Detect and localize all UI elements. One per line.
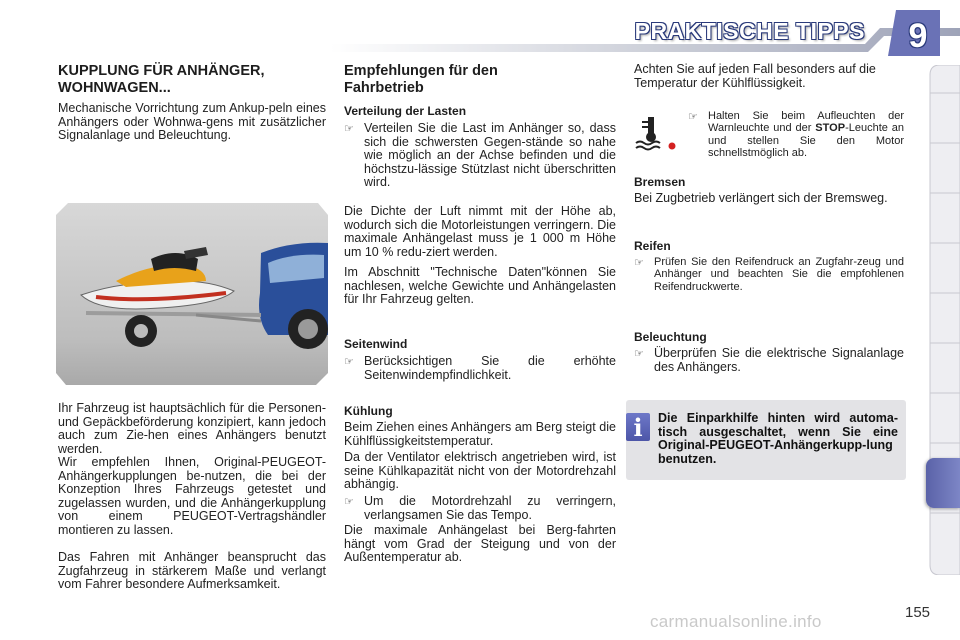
hand-pointer-icon: ☞: [344, 123, 354, 135]
page-title: PRAKTISCHE TIPPS: [634, 18, 865, 44]
warning-note: ☞ Halten Sie beim Aufleuchten der Warnleuchte und der STOP-Leuchte an und stellen Sie den Motor schnellstmöglich ab.: [688, 110, 905, 160]
section-heading: Empfehlungen für den Fahrbetrieb: [344, 63, 498, 96]
hand-pointer-icon: ☞: [344, 496, 354, 508]
chapter-number-badge: 9: [908, 16, 928, 55]
subsection-title: Seitenwind: [344, 337, 408, 351]
watermark: carmanualsonline.info: [650, 612, 822, 631]
subsection-title: Beleuchtung: [634, 330, 707, 344]
bullet-item: ☞ Um die Motordrehzahl zu verringern, verlangsamen Sie das Tempo.: [344, 494, 616, 522]
info-text: Die Einparkhilfe hinten wird automa-tisch ausgeschaltet, wenn Sie eine Original-PEUGEOT-Anhängerkupp-lung benutzen.: [658, 411, 898, 466]
bullet-item: ☞ Berücksichtigen Sie die erhöhte Seitenwindempfindlichkeit.: [344, 354, 616, 382]
body-paragraph: Wir empfehlen Ihnen, Original-PEUGEOT-Anhängerkupplungen be-nutzen, die bei der Konzeption Ihres Fahrzeugs getestet und zugelassen wurden, und die Anhängerkupplung von einem PEUGEOT-Vertragshändler montieren zu lassen.: [58, 455, 326, 537]
body-paragraph: Die maximale Anhängelast bei Berg-fahrten hängt vom Grad der Steigung und von der Außentemperatur ab.: [344, 523, 616, 565]
stop-label: STOP: [815, 122, 846, 135]
body-paragraph: Beim Ziehen eines Anhängers am Berg steigt die Kühlflüssigkeitstemperatur.: [344, 420, 616, 448]
hand-pointer-icon: ☞: [344, 356, 354, 368]
bullet-item: ☞ Überprüfen Sie die elektrische Signalanlage des Anhängers.: [634, 346, 904, 374]
hand-pointer-icon: ☞: [634, 257, 644, 269]
hand-pointer-icon: ☞: [688, 111, 698, 123]
intro-paragraph: Mechanische Vorrichtung zum Ankup-peln eines Anhängers oder Wohnwa-gens mit zusätzlicher Signalanlage und Beleuchtung.: [58, 101, 326, 143]
bullet-item: ☞ Prüfen Sie den Reifendruck an Zugfahr-zeug und Anhänger und beachten Sie die empfohlenen Reifendruckwerte.: [634, 256, 904, 293]
body-paragraph: Die Dichte der Luft nimmt mit der Höhe ab, wodurch sich die Motorleistungen verringern. Die maximale Anhängelast muss je 1 000 m Höhe um 10 % redu-ziert werden.: [344, 204, 616, 259]
body-paragraph: Im Abschnitt "Technische Daten"können Sie nachlesen, welche Gewichte und Anhängelasten für Ihr Fahrzeug gelten.: [344, 265, 616, 307]
subsection-title: Kühlung: [344, 404, 393, 418]
body-paragraph: Das Fahren mit Anhänger beansprucht das Zugfahrzeug in stärkerem Maße und verlangt vom Fahrer besondere Aufmerksamkeit.: [58, 550, 326, 592]
section-heading: KUPPLUNG FÜR ANHÄNGER, WOHNWAGEN...: [58, 63, 265, 96]
bullet-item: ☞ Verteilen Sie die Last im Anhänger so, dass sich die schwersten Gegen-stände so nahe wie möglich an der Achse befinden und die höchstzu-lässige Stützlast nicht überschritten wird.: [344, 121, 616, 190]
body-paragraph: Achten Sie auf jeden Fall besonders auf die Temperatur der Kühlflüssigkeit.: [634, 62, 876, 90]
info-icon: i: [626, 413, 650, 441]
body-paragraph: Da der Ventilator elektrisch angetrieben wird, ist seine Kühlkapazität nicht von der Motordrehzahl abhängig.: [344, 450, 616, 492]
page-number: 155: [905, 604, 931, 621]
subsection-title: Reifen: [634, 239, 671, 253]
coolant-temperature-warning-icon: [634, 115, 678, 151]
subsection-title: Verteilung der Lasten: [344, 104, 467, 118]
hand-pointer-icon: ☞: [634, 348, 644, 360]
body-paragraph: Ihr Fahrzeug ist hauptsächlich für die Personen- und Gepäckbeförderung konzipiert, kann jedoch auch zum Zie-hen eines Anhängers benutzt werden.: [58, 401, 326, 456]
trailer-photo: [56, 203, 328, 385]
body-paragraph: Bei Zugbetrieb verlängert sich der Bremsweg.: [634, 191, 888, 205]
chapter-tab-active[interactable]: [926, 458, 960, 508]
subsection-title: Bremsen: [634, 175, 686, 189]
